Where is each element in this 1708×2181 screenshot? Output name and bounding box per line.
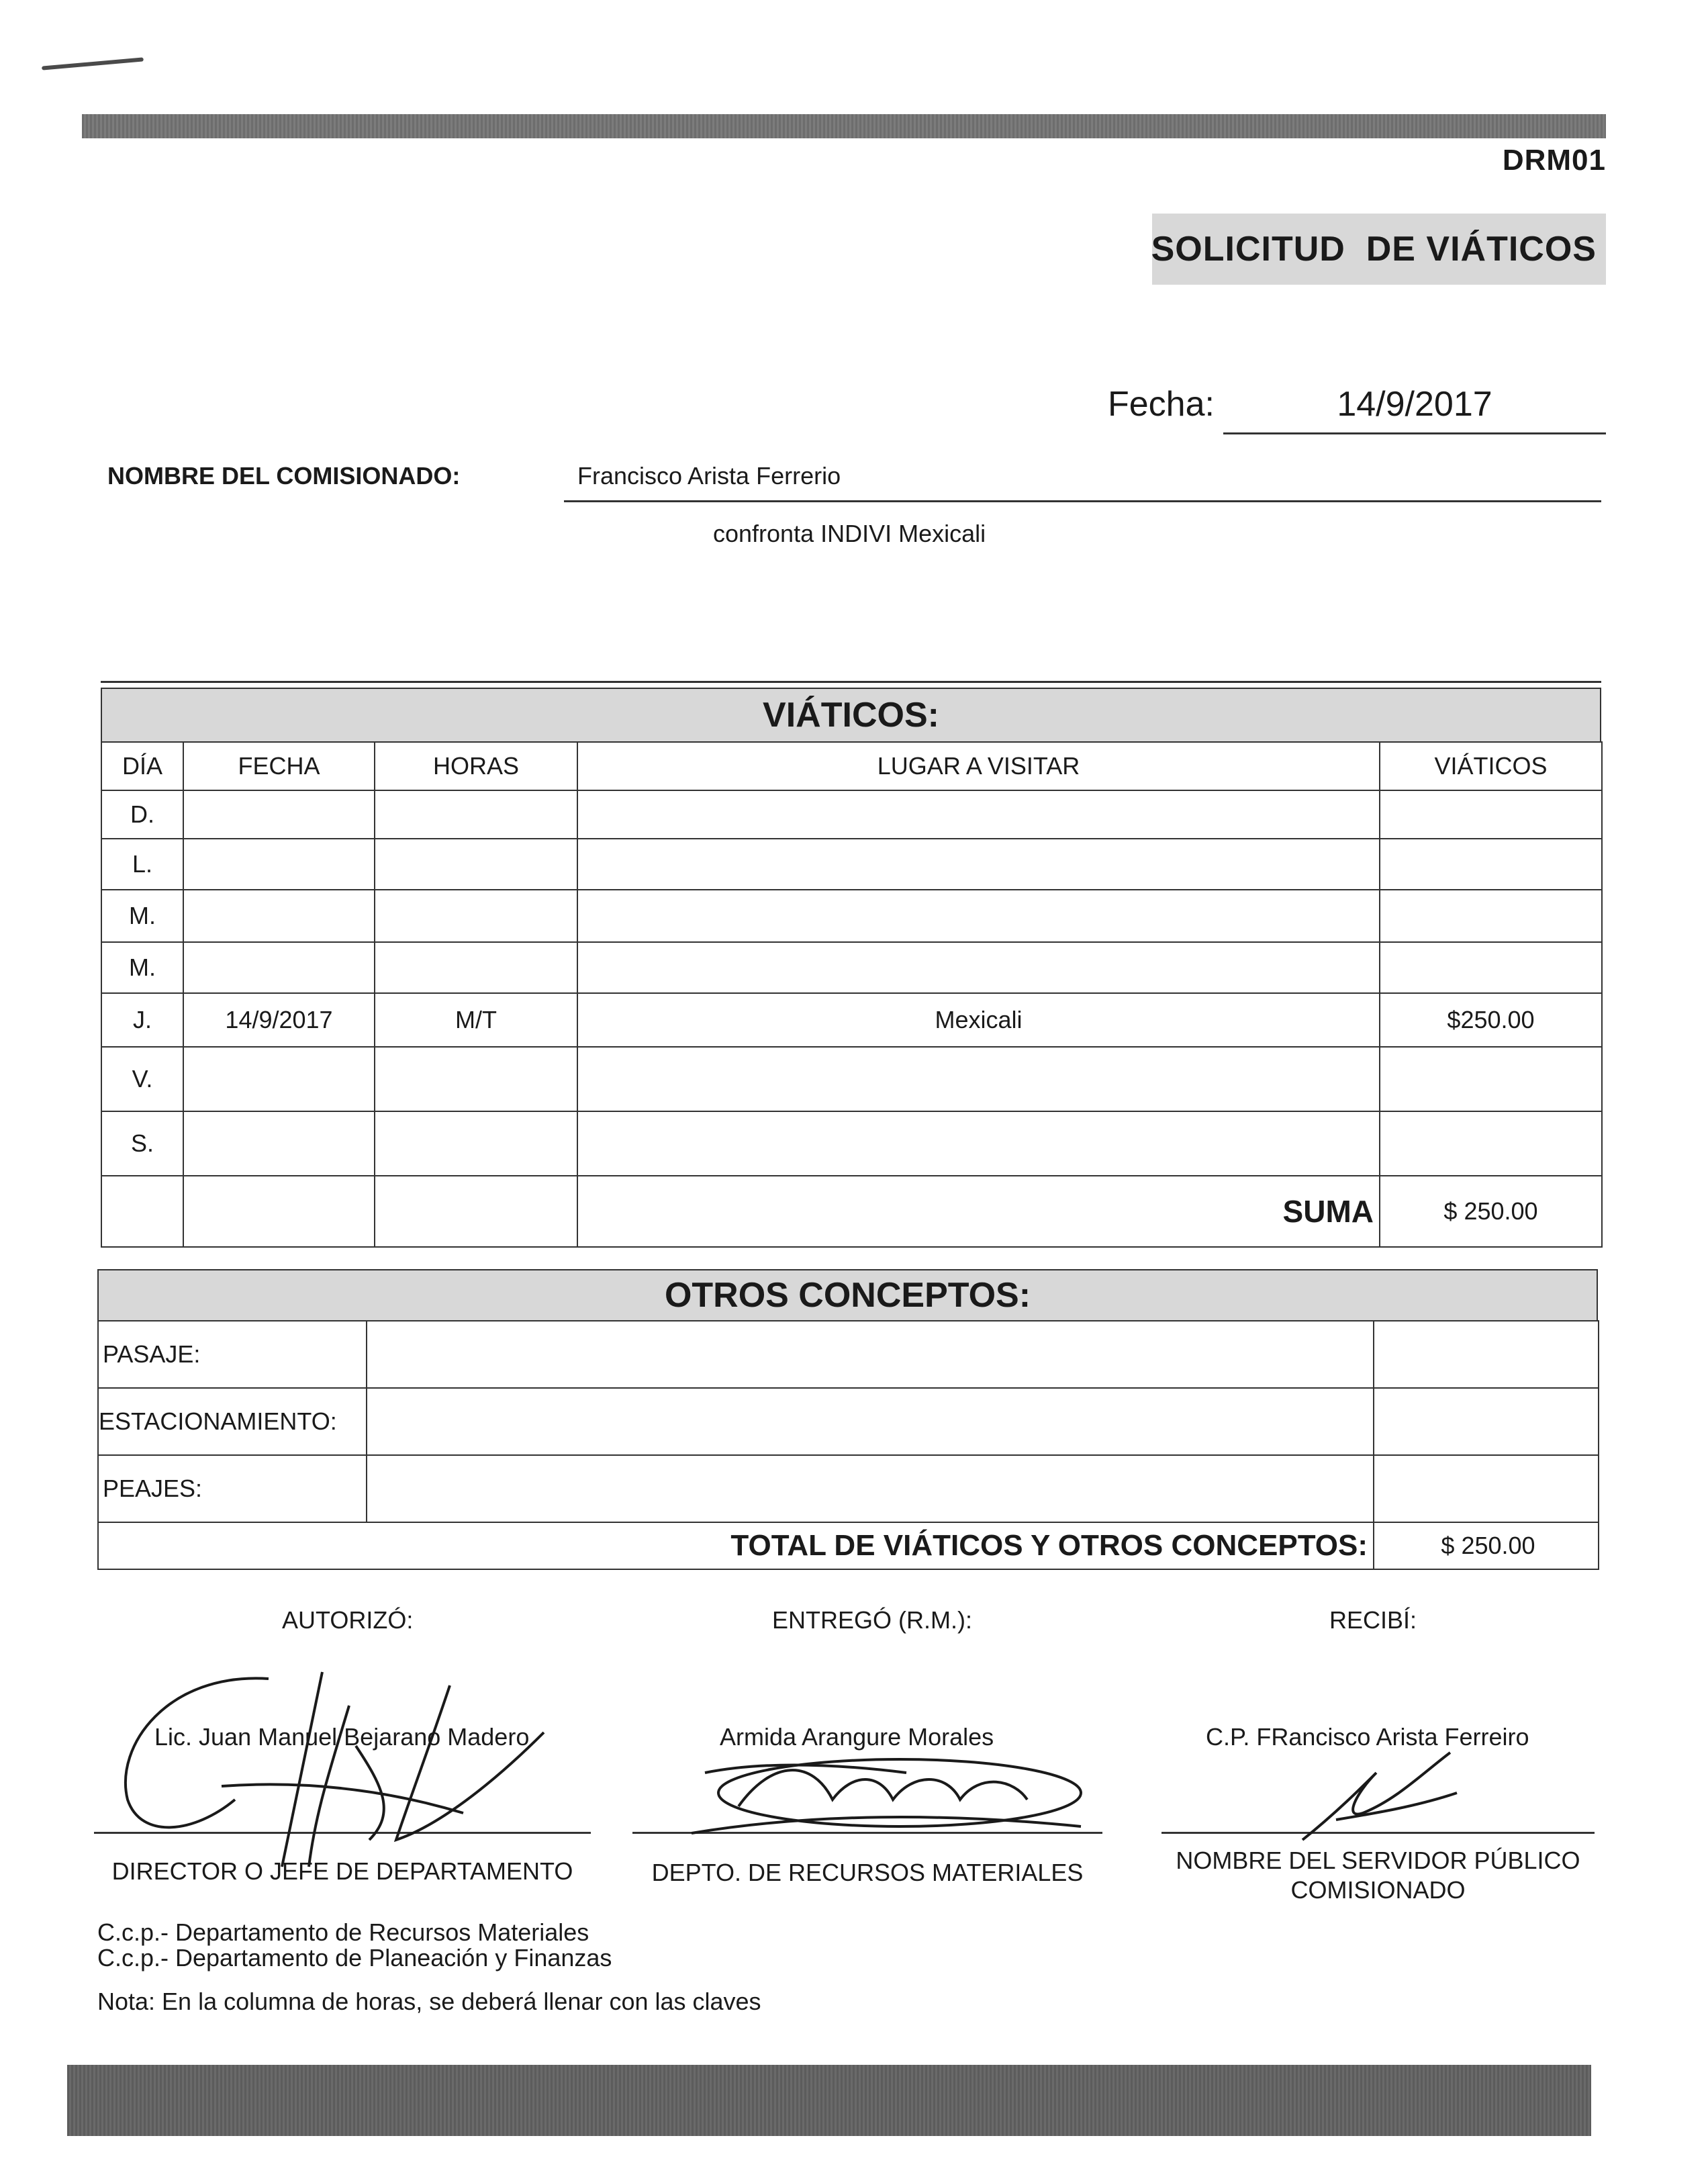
- entrego-name: Armida Arangure Morales: [720, 1723, 994, 1751]
- lugar-cell[interactable]: [577, 942, 1380, 993]
- horas-cell[interactable]: [375, 1111, 577, 1176]
- lugar-cell[interactable]: Mexicali: [577, 993, 1380, 1047]
- ccp-line: C.c.p.- Departamento de Recursos Materiales: [97, 1918, 589, 1946]
- footer-bar: [67, 2065, 1591, 2136]
- day-cell: V.: [101, 1047, 183, 1111]
- ccp-line: C.c.p.- Departamento de Planeación y Finanzas: [97, 1944, 612, 1971]
- horas-cell[interactable]: [375, 839, 577, 890]
- viaticos-cell[interactable]: [1380, 790, 1602, 839]
- form-title: SOLICITUD DE VIÁTICOS: [1151, 230, 1597, 269]
- viaticos-cell[interactable]: [1380, 1111, 1602, 1176]
- viaticos-cell[interactable]: [1380, 942, 1602, 993]
- autorizo-header: AUTORIZÓ:: [282, 1606, 414, 1634]
- commission-motive[interactable]: confronta INDIVI Mexicali: [713, 520, 986, 547]
- otros-heading: OTROS CONCEPTOS:: [664, 1276, 1031, 1315]
- comisionado-underline: [564, 500, 1601, 502]
- pasaje-field[interactable]: [367, 1321, 1374, 1388]
- fecha-cell[interactable]: [183, 1111, 375, 1176]
- table-row: [101, 839, 1602, 890]
- recibi-handwritten-signature: [1296, 1746, 1470, 1853]
- estacionamiento-label: ESTACIONAMIENTO:: [98, 1388, 367, 1455]
- fecha-cell[interactable]: [183, 942, 375, 993]
- fecha-cell[interactable]: [183, 890, 375, 942]
- viaticos-heading: VIÁTICOS:: [763, 696, 939, 735]
- table-row: [101, 993, 1602, 1047]
- horas-cell[interactable]: [375, 890, 577, 942]
- fecha-value[interactable]: 14/9/2017: [1337, 385, 1492, 424]
- autorizo-name: Lic. Juan Manuel Bejarano Madero: [154, 1723, 530, 1751]
- recibi-role-line2: COMISIONADO: [1290, 1876, 1466, 1904]
- viaticos-section: [101, 688, 1601, 1248]
- day-cell: L.: [101, 839, 183, 890]
- viaticos-cell[interactable]: $250.00: [1380, 993, 1602, 1047]
- horas-cell[interactable]: [375, 790, 577, 839]
- scan-scratch-mark: [42, 57, 144, 70]
- lugar-cell[interactable]: [577, 1047, 1380, 1111]
- otros-heading-box: [97, 1269, 1598, 1320]
- col-header-dia: DÍA: [101, 742, 183, 790]
- table-row: [98, 1321, 1599, 1388]
- suma-label: SUMA: [577, 1176, 1380, 1247]
- entrego-handwritten-signature: [678, 1732, 1108, 1880]
- day-cell: J.: [101, 993, 183, 1047]
- comisionado-label: NOMBRE DEL COMISIONADO:: [107, 462, 461, 490]
- peajes-amount[interactable]: [1374, 1455, 1599, 1522]
- lugar-cell[interactable]: [577, 790, 1380, 839]
- suma-row: [101, 1176, 1602, 1247]
- recibi-name: C.P. FRancisco Arista Ferreiro: [1206, 1723, 1529, 1751]
- day-cell: M.: [101, 890, 183, 942]
- peajes-label: PEAJES:: [98, 1455, 367, 1522]
- suma-value[interactable]: $ 250.00: [1380, 1176, 1602, 1247]
- day-cell: D.: [101, 790, 183, 839]
- pasaje-label: PASAJE:: [98, 1321, 367, 1388]
- empty-cell: [183, 1176, 375, 1247]
- section-separator: [101, 681, 1601, 683]
- comisionado-name-field[interactable]: Francisco Arista Ferrerio: [577, 462, 841, 490]
- day-cell: M.: [101, 942, 183, 993]
- estacionamiento-field[interactable]: [367, 1388, 1374, 1455]
- table-row: [101, 790, 1602, 839]
- header-bar: [82, 114, 1606, 138]
- fecha-cell[interactable]: [183, 1047, 375, 1111]
- peajes-field[interactable]: [367, 1455, 1374, 1522]
- col-header-lugar: LUGAR A VISITAR: [577, 742, 1380, 790]
- lugar-cell[interactable]: [577, 1111, 1380, 1176]
- fecha-label: Fecha:: [1108, 385, 1215, 424]
- table-row: [98, 1388, 1599, 1455]
- grand-total-row: [98, 1522, 1599, 1569]
- fecha-cell[interactable]: 14/9/2017: [183, 993, 375, 1047]
- otros-conceptos-section: [97, 1269, 1598, 1570]
- recibi-header: RECIBÍ:: [1329, 1606, 1417, 1634]
- empty-cell: [375, 1176, 577, 1247]
- table-row: [101, 890, 1602, 942]
- form-code: DRM01: [1502, 144, 1606, 177]
- horas-cell[interactable]: [375, 1047, 577, 1111]
- viaticos-table: [101, 741, 1603, 1248]
- grand-total-value[interactable]: $ 250.00: [1374, 1522, 1599, 1569]
- form-title-box: [1152, 214, 1606, 285]
- viaticos-cell[interactable]: [1380, 839, 1602, 890]
- table-row: [101, 1047, 1602, 1111]
- nota-text: Nota: En la columna de horas, se deberá llenar con las claves: [97, 1988, 761, 2015]
- viaticos-cell[interactable]: [1380, 890, 1602, 942]
- fecha-cell[interactable]: [183, 839, 375, 890]
- lugar-cell[interactable]: [577, 890, 1380, 942]
- col-header-horas: HORAS: [375, 742, 577, 790]
- horas-cell[interactable]: M/T: [375, 993, 577, 1047]
- estacionamiento-amount[interactable]: [1374, 1388, 1599, 1455]
- col-header-viaticos: VIÁTICOS: [1380, 742, 1602, 790]
- entrego-header: ENTREGÓ (R.M.):: [772, 1606, 972, 1634]
- viaticos-header-row: [101, 742, 1602, 790]
- grand-total-label: TOTAL DE VIÁTICOS Y OTROS CONCEPTOS:: [98, 1522, 1374, 1569]
- horas-cell[interactable]: [375, 942, 577, 993]
- day-cell: S.: [101, 1111, 183, 1176]
- fecha-cell[interactable]: [183, 790, 375, 839]
- viaticos-heading-box: [101, 688, 1601, 741]
- empty-cell: [101, 1176, 183, 1247]
- otros-table: [97, 1320, 1599, 1570]
- table-row: [101, 942, 1602, 993]
- autorizo-handwritten-signature: [114, 1665, 584, 1880]
- recibi-role-line1: NOMBRE DEL SERVIDOR PÚBLICO: [1176, 1847, 1580, 1874]
- entrego-role: DEPTO. DE RECURSOS MATERIALES: [651, 1859, 1084, 1886]
- autorizo-role: DIRECTOR O JEFE DE DEPARTAMENTO: [111, 1857, 573, 1885]
- table-row: [101, 1111, 1602, 1176]
- col-header-fecha: FECHA: [183, 742, 375, 790]
- lugar-cell[interactable]: [577, 839, 1380, 890]
- pasaje-amount[interactable]: [1374, 1321, 1599, 1388]
- viaticos-cell[interactable]: [1380, 1047, 1602, 1111]
- fecha-underline: [1223, 432, 1606, 434]
- table-row: [98, 1455, 1599, 1522]
